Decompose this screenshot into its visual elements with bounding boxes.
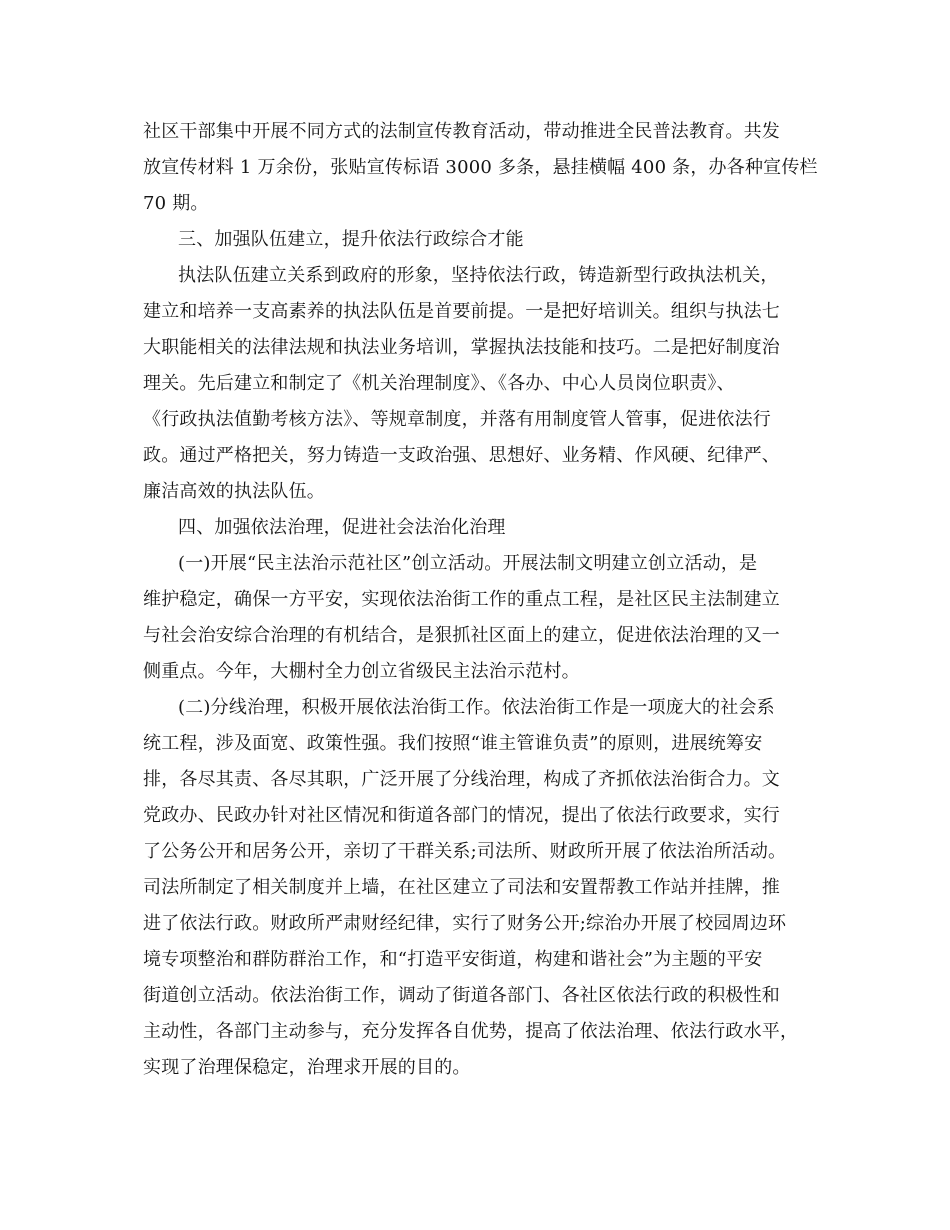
paragraph-line: 《行政执法值勤考核方法》、等规章制度，并落有用制度管人管事，促进依法行: [143, 409, 771, 430]
paragraph-line: (二)分线治理，积极开展依法治街工作。依法治街工作是一项庞大的社会系: [178, 697, 775, 718]
paragraph-line: 实现了治理保稳定，治理求开展的目的。: [143, 1057, 471, 1078]
paragraph-line: 排，各尽其责、各尽其职，广泛开展了分线治理，构成了齐抓依法治街合力。文: [143, 769, 780, 790]
paragraph-line: 统工程，涉及面宽、政策性强。我们按照“谁主管谁负责”的原则，进展统筹安: [143, 733, 763, 754]
paragraph-line: 大职能相关的法律法规和执法业务培训，掌握执法技能和技巧。二是把好制度治: [143, 337, 780, 358]
paragraph-line: 政。通过严格把关，努力铸造一支政治强、思想好、业务精、作风硬、纪律严、: [143, 445, 780, 466]
paragraph-line: 社区干部集中开展不同方式的法制宣传教育活动，带动推进全民普法教育。共发: [143, 121, 780, 142]
paragraph-line: 放宣传材料 1 万余份，张贴宣传标语 3000 多条，悬挂横幅 400 条，办各种宣传栏: [143, 157, 818, 178]
paragraph-line: 廉洁高效的执法队伍。: [143, 481, 325, 502]
paragraph-line: 建立和培养一支高素养的执法队伍是首要前提。一是把好培训关。组织与执法七: [143, 301, 780, 322]
paragraph-line: 了公务公开和居务公开，亲切了干群关系;司法所、财政所开展了依法治所活动。: [143, 841, 787, 862]
paragraph-line: 与社会治安综合治理的有机结合，是狠抓社区面上的建立，促进依法治理的又一: [143, 625, 780, 646]
paragraph-line: 70 期。: [143, 193, 209, 214]
paragraph-line: 侧重点。今年，大棚村全力创立省级民主法治示范村。: [143, 661, 580, 682]
paragraph-line: (一)开展“民主法治示范社区”创立活动。开展法制文明建立创立活动，是: [178, 553, 758, 574]
section-heading: 三、加强队伍建立，提升依法行政综合才能: [178, 229, 524, 250]
paragraph-line: 执法队伍建立关系到政府的形象，坚持依法行政，铸造新型行政执法机关，: [178, 265, 779, 286]
paragraph-line: 街道创立活动。依法治街工作，调动了街道各部门、各社区依法行政的积极性和: [143, 985, 780, 1006]
paragraph-line: 理关。先后建立和制定了《机关治理制度》、《各办、中心人员岗位职责》、: [143, 373, 735, 394]
paragraph-line: 党政办、民政办针对社区情况和街道各部门的情况，提出了依法行政要求，实行: [143, 805, 780, 826]
section-heading: 四、加强依法治理，促进社会法治化治理: [178, 517, 506, 538]
paragraph-line: 进了依法行政。财政所严肃财经纪律，实行了财务公开;综治办开展了校园周边环: [143, 913, 787, 934]
paragraph-line: 境专项整治和群防群治工作，和“打造平安街道，构建和谐社会”为主题的平安: [143, 949, 763, 970]
paragraph-line: 主动性，各部门主动参与，充分发挥各自优势，提高了依法治理、依法行政水平，: [143, 1021, 799, 1042]
paragraph-line: 维护稳定，确保一方平安，实现依法治街工作的重点工程，是社区民主法制建立: [143, 589, 780, 610]
paragraph-line: 司法所制定了相关制度并上墙，在社区建立了司法和安置帮教工作站并挂牌，推: [143, 877, 780, 898]
